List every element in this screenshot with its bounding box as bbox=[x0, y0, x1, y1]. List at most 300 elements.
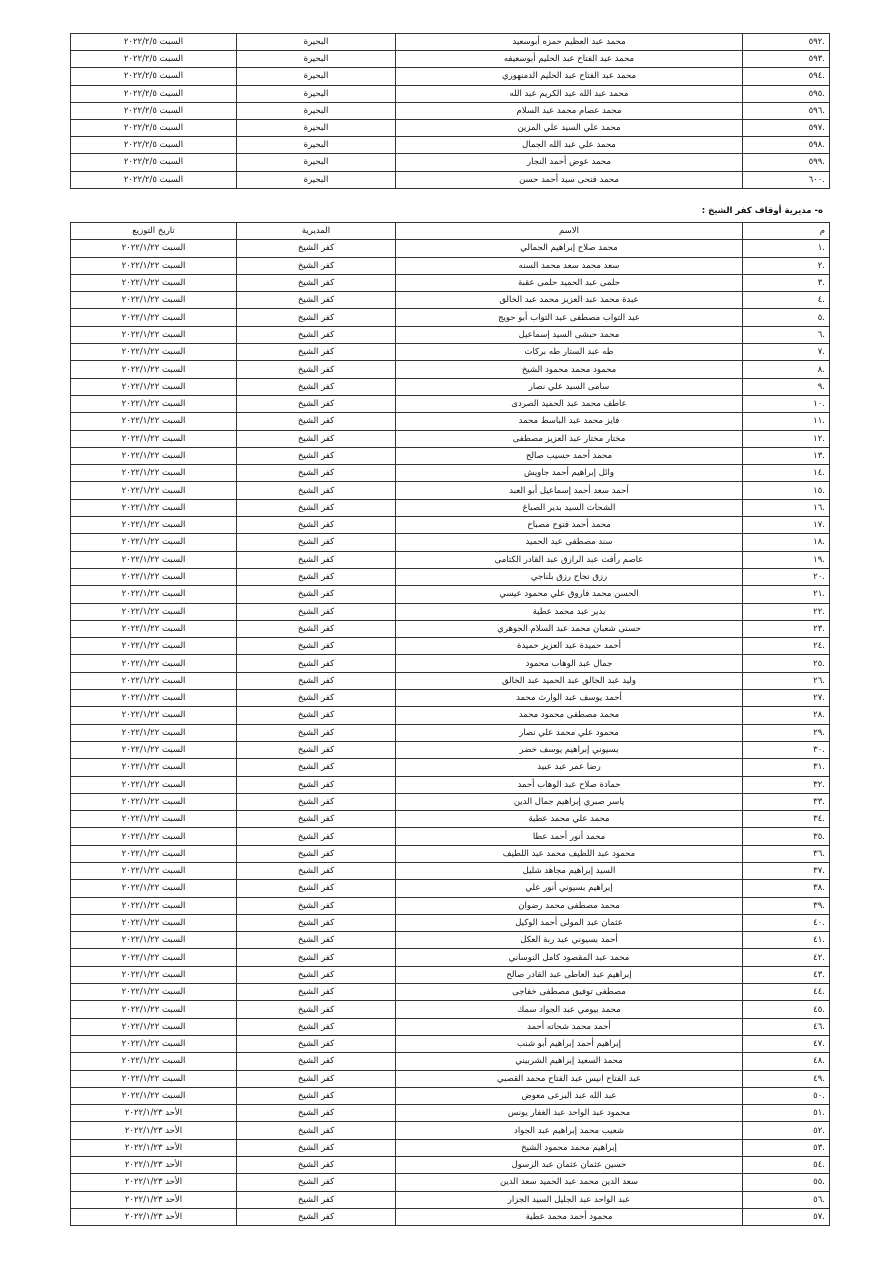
row-directorate: كفر الشيخ bbox=[237, 1087, 396, 1104]
row-number: .٣٠ bbox=[743, 741, 830, 758]
row-date: السبت ٢٠٢٢/١/٢٢ bbox=[71, 568, 237, 585]
row-number: .٢٥ bbox=[743, 655, 830, 672]
row-date: السبت ٢٠٢٢/١/٢٢ bbox=[71, 292, 237, 309]
table-row bbox=[71, 34, 830, 51]
row-name: محمد عوض أحمد النجار bbox=[396, 154, 743, 171]
table-row bbox=[71, 344, 830, 361]
row-number: .٥٩٦ bbox=[743, 102, 830, 119]
table-header-row bbox=[71, 223, 830, 240]
row-name: محمود محمد محمود الشيخ bbox=[396, 361, 743, 378]
table-row bbox=[71, 395, 830, 412]
table-row bbox=[71, 828, 830, 845]
row-date: السبت ٢٠٢٢/١/٢٢ bbox=[71, 240, 237, 257]
row-number: .٢٩ bbox=[743, 724, 830, 741]
row-name: سامى السيد علي نصار bbox=[396, 378, 743, 395]
row-date: السبت ٢٠٢٢/١/٢٢ bbox=[71, 845, 237, 862]
row-name: عبد الفتاح انيس عبد الفتاح محمد القصبي bbox=[396, 1070, 743, 1087]
row-number: .٥٩٩ bbox=[743, 154, 830, 171]
table-row bbox=[71, 949, 830, 966]
row-name: محمد عبد العظيم حمزه أبوسعيد bbox=[396, 34, 743, 51]
table-row bbox=[71, 638, 830, 655]
table-row bbox=[71, 1191, 830, 1208]
row-directorate: كفر الشيخ bbox=[237, 499, 396, 516]
row-directorate: كفر الشيخ bbox=[237, 845, 396, 862]
row-number: .٤١ bbox=[743, 932, 830, 949]
row-date: السبت ٢٠٢٢/١/٢٢ bbox=[71, 655, 237, 672]
row-directorate: كفر الشيخ bbox=[237, 811, 396, 828]
row-number: .٣٣ bbox=[743, 793, 830, 810]
header-date: تاريخ التوزيع bbox=[71, 223, 237, 240]
row-date: السبت ٢٠٢٢/٢/٥ bbox=[71, 137, 237, 154]
row-name: محمد علي السيد علي المزين bbox=[396, 119, 743, 136]
row-name: فايز محمد عبد الباسط محمد bbox=[396, 413, 743, 430]
row-date: السبت ٢٠٢٢/١/٢٢ bbox=[71, 793, 237, 810]
row-number: .٥٩٢ bbox=[743, 34, 830, 51]
row-name: بسيوني إبراهيم يوسف خضر bbox=[396, 741, 743, 758]
row-number: .١ bbox=[743, 240, 830, 257]
header-number: م bbox=[743, 223, 830, 240]
row-directorate: كفر الشيخ bbox=[237, 897, 396, 914]
table-row bbox=[71, 1157, 830, 1174]
row-number: .٣٥ bbox=[743, 828, 830, 845]
row-number: .٢١ bbox=[743, 586, 830, 603]
row-date: السبت ٢٠٢٢/١/٢٢ bbox=[71, 1018, 237, 1035]
row-date: السبت ٢٠٢٢/١/٢٢ bbox=[71, 534, 237, 551]
row-date: السبت ٢٠٢٢/١/٢٢ bbox=[71, 984, 237, 1001]
table-row bbox=[71, 1174, 830, 1191]
row-name: محمد عبد الله عبد الكريم عبد الله bbox=[396, 85, 743, 102]
table-row bbox=[71, 378, 830, 395]
row-directorate: البحيرة bbox=[237, 137, 396, 154]
table-row bbox=[71, 51, 830, 68]
row-date: السبت ٢٠٢٢/١/٢٢ bbox=[71, 707, 237, 724]
row-directorate: كفر الشيخ bbox=[237, 724, 396, 741]
table-row bbox=[71, 1122, 830, 1139]
row-number: .١٤ bbox=[743, 465, 830, 482]
header-name: الاسم bbox=[396, 223, 743, 240]
row-directorate: كفر الشيخ bbox=[237, 361, 396, 378]
row-name: وائل إبراهيم أحمد جاويش bbox=[396, 465, 743, 482]
row-date: السبت ٢٠٢٢/١/٢٢ bbox=[71, 413, 237, 430]
row-date: الأحد ٢٠٢٢/١/٢٣ bbox=[71, 1139, 237, 1156]
table-row bbox=[71, 897, 830, 914]
table-row bbox=[71, 102, 830, 119]
row-number: .٤٥ bbox=[743, 1001, 830, 1018]
row-directorate: كفر الشيخ bbox=[237, 517, 396, 534]
row-number: .٨ bbox=[743, 361, 830, 378]
row-name: محمد عبد الفتاح عبد الحليم الدمنهوري bbox=[396, 68, 743, 85]
table-row bbox=[71, 240, 830, 257]
row-number: .٥٦ bbox=[743, 1191, 830, 1208]
table-row bbox=[71, 932, 830, 949]
row-name: شعيب محمد إبراهيم عبد الجواد bbox=[396, 1122, 743, 1139]
table-row bbox=[71, 1139, 830, 1156]
row-name: عاطف محمد عبد الحميد الصردى bbox=[396, 395, 743, 412]
previous-section-table bbox=[70, 33, 830, 189]
section-title: ه- مديرية أوقاف كفر الشيخ : bbox=[701, 206, 823, 216]
row-directorate: كفر الشيخ bbox=[237, 1174, 396, 1191]
row-name: إبراهيم أحمد إبراهيم أبو شنب bbox=[396, 1035, 743, 1052]
table-row bbox=[71, 1053, 830, 1070]
row-name: محمد علي عبد الله الجمال bbox=[396, 137, 743, 154]
row-date: السبت ٢٠٢٢/١/٢٢ bbox=[71, 309, 237, 326]
row-directorate: كفر الشيخ bbox=[237, 1139, 396, 1156]
row-number: .٥٩٨ bbox=[743, 137, 830, 154]
row-name: محمد عبد المقصود كامل النوساني bbox=[396, 949, 743, 966]
row-directorate: كفر الشيخ bbox=[237, 465, 396, 482]
row-date: السبت ٢٠٢٢/١/٢٢ bbox=[71, 966, 237, 983]
row-name: حلمى عبد الحميد حلمى عقبة bbox=[396, 274, 743, 291]
row-number: .١٠ bbox=[743, 395, 830, 412]
row-name: الشحات السيد بدير الصباغ bbox=[396, 499, 743, 516]
row-name: أحمد محمد شحاته أحمد bbox=[396, 1018, 743, 1035]
row-number: .٩ bbox=[743, 378, 830, 395]
row-number: .٥ bbox=[743, 309, 830, 326]
row-number: .٣٨ bbox=[743, 880, 830, 897]
row-directorate: كفر الشيخ bbox=[237, 655, 396, 672]
row-name: محمد عبد الفتاح عبد الحليم أبوسعيفه bbox=[396, 51, 743, 68]
row-name: سعد الدين محمد عبد الحميد سعد الدين bbox=[396, 1174, 743, 1191]
row-name: محمد عصام محمد عبد السلام bbox=[396, 102, 743, 119]
row-date: السبت ٢٠٢٢/١/٢٢ bbox=[71, 1070, 237, 1087]
row-directorate: البحيرة bbox=[237, 51, 396, 68]
row-number: .٣٦ bbox=[743, 845, 830, 862]
row-directorate: كفر الشيخ bbox=[237, 932, 396, 949]
row-directorate: كفر الشيخ bbox=[237, 862, 396, 879]
row-date: السبت ٢٠٢٢/١/٢٢ bbox=[71, 274, 237, 291]
table-row bbox=[71, 880, 830, 897]
table-row bbox=[71, 85, 830, 102]
row-directorate: كفر الشيخ bbox=[237, 447, 396, 464]
row-number: .١٢ bbox=[743, 430, 830, 447]
row-directorate: كفر الشيخ bbox=[237, 793, 396, 810]
row-name: عبدة محمد عبد العزيز محمد عبد الخالق bbox=[396, 292, 743, 309]
row-number: .١٦ bbox=[743, 499, 830, 516]
row-number: .٤٩ bbox=[743, 1070, 830, 1087]
table-row bbox=[71, 690, 830, 707]
row-date: السبت ٢٠٢٢/٢/٥ bbox=[71, 51, 237, 68]
row-date: الأحد ٢٠٢٢/١/٢٣ bbox=[71, 1191, 237, 1208]
row-directorate: كفر الشيخ bbox=[237, 1122, 396, 1139]
row-directorate: البحيرة bbox=[237, 171, 396, 188]
kafr-elsheikh-table bbox=[70, 222, 830, 1226]
row-name: محمود عبد اللطيف محمد عبد اللطيف bbox=[396, 845, 743, 862]
row-name: بدير عبد محمد عطية bbox=[396, 603, 743, 620]
row-date: السبت ٢٠٢٢/١/٢٢ bbox=[71, 932, 237, 949]
row-date: السبت ٢٠٢٢/١/٢٢ bbox=[71, 1053, 237, 1070]
row-name: جمال عبد الوهاب محمود bbox=[396, 655, 743, 672]
row-date: السبت ٢٠٢٢/١/٢٢ bbox=[71, 776, 237, 793]
row-directorate: كفر الشيخ bbox=[237, 534, 396, 551]
row-date: السبت ٢٠٢٢/١/٢٢ bbox=[71, 897, 237, 914]
row-name: حسين عثمان عثمان عبد الرسول bbox=[396, 1157, 743, 1174]
row-number: .٥٩٤ bbox=[743, 68, 830, 85]
row-date: السبت ٢٠٢٢/١/٢٢ bbox=[71, 759, 237, 776]
row-directorate: كفر الشيخ bbox=[237, 690, 396, 707]
table-row bbox=[71, 482, 830, 499]
row-name: محمود علي محمد علي نصار bbox=[396, 724, 743, 741]
table-row bbox=[71, 620, 830, 637]
row-date: السبت ٢٠٢٢/١/٢٢ bbox=[71, 811, 237, 828]
row-date: السبت ٢٠٢٢/١/٢٢ bbox=[71, 603, 237, 620]
row-date: السبت ٢٠٢٢/١/٢٢ bbox=[71, 1001, 237, 1018]
row-number: .١٧ bbox=[743, 517, 830, 534]
row-directorate: البحيرة bbox=[237, 154, 396, 171]
row-date: السبت ٢٠٢٢/٢/٥ bbox=[71, 68, 237, 85]
row-name: حسنى شعبان محمد عبد السلام الجوهري bbox=[396, 620, 743, 637]
row-directorate: كفر الشيخ bbox=[237, 776, 396, 793]
row-name: محمود عبد الواحد عبد الغفار يونس bbox=[396, 1105, 743, 1122]
row-date: السبت ٢٠٢٢/١/٢٢ bbox=[71, 344, 237, 361]
row-date: السبت ٢٠٢٢/١/٢٢ bbox=[71, 1087, 237, 1104]
table-row bbox=[71, 68, 830, 85]
row-name: محمد حبشى السيد إسماعيل bbox=[396, 326, 743, 343]
table-row bbox=[71, 326, 830, 343]
row-directorate: كفر الشيخ bbox=[237, 257, 396, 274]
row-date: السبت ٢٠٢٢/١/٢٢ bbox=[71, 430, 237, 447]
row-date: الأحد ٢٠٢٢/١/٢٣ bbox=[71, 1105, 237, 1122]
header-directorate: المديرية bbox=[237, 223, 396, 240]
row-number: .٦ bbox=[743, 326, 830, 343]
row-directorate: كفر الشيخ bbox=[237, 620, 396, 637]
row-directorate: كفر الشيخ bbox=[237, 586, 396, 603]
row-name: رضا عمر عبد عبيد bbox=[396, 759, 743, 776]
row-directorate: البحيرة bbox=[237, 85, 396, 102]
table-row bbox=[71, 499, 830, 516]
row-date: السبت ٢٠٢٢/١/٢٢ bbox=[71, 378, 237, 395]
row-directorate: كفر الشيخ bbox=[237, 430, 396, 447]
table-row bbox=[71, 741, 830, 758]
row-directorate: البحيرة bbox=[237, 119, 396, 136]
row-directorate: كفر الشيخ bbox=[237, 395, 396, 412]
row-directorate: كفر الشيخ bbox=[237, 292, 396, 309]
row-date: السبت ٢٠٢٢/٢/٥ bbox=[71, 154, 237, 171]
table-row bbox=[71, 274, 830, 291]
table-row bbox=[71, 966, 830, 983]
row-date: السبت ٢٠٢٢/١/٢٢ bbox=[71, 638, 237, 655]
row-number: .٤٢ bbox=[743, 949, 830, 966]
row-directorate: كفر الشيخ bbox=[237, 603, 396, 620]
row-date: السبت ٢٠٢٢/١/٢٢ bbox=[71, 620, 237, 637]
row-number: .٣١ bbox=[743, 759, 830, 776]
row-directorate: كفر الشيخ bbox=[237, 672, 396, 689]
row-date: السبت ٢٠٢٢/١/٢٢ bbox=[71, 499, 237, 516]
row-name: سعد محمد سعد محمد السنه bbox=[396, 257, 743, 274]
table-row bbox=[71, 862, 830, 879]
table-row bbox=[71, 1001, 830, 1018]
row-directorate: كفر الشيخ bbox=[237, 759, 396, 776]
row-date: السبت ٢٠٢٢/١/٢٢ bbox=[71, 517, 237, 534]
row-name: أحمد بسيوني عبد ربة العكل bbox=[396, 932, 743, 949]
row-number: .٤٣ bbox=[743, 966, 830, 983]
row-directorate: البحيرة bbox=[237, 34, 396, 51]
row-number: .٥٢ bbox=[743, 1122, 830, 1139]
row-number: .٥٥ bbox=[743, 1174, 830, 1191]
row-directorate: البحيرة bbox=[237, 68, 396, 85]
table-row bbox=[71, 984, 830, 1001]
row-date: السبت ٢٠٢٢/١/٢٢ bbox=[71, 361, 237, 378]
row-date: السبت ٢٠٢٢/٢/٥ bbox=[71, 34, 237, 51]
row-name: إبراهيم محمد محمود الشيخ bbox=[396, 1139, 743, 1156]
table-row bbox=[71, 137, 830, 154]
table-row bbox=[71, 1018, 830, 1035]
table-row bbox=[71, 1070, 830, 1087]
row-name: وليد عبد الخالق عبد الحميد عبد الخالق bbox=[396, 672, 743, 689]
row-name: مختار مختار عبد العزيز مصطفى bbox=[396, 430, 743, 447]
table-row bbox=[71, 551, 830, 568]
row-date: السبت ٢٠٢٢/١/٢٢ bbox=[71, 672, 237, 689]
table-row bbox=[71, 845, 830, 862]
table-row bbox=[71, 724, 830, 741]
row-number: .٢٦ bbox=[743, 672, 830, 689]
table-row bbox=[71, 759, 830, 776]
table-row bbox=[71, 1208, 830, 1225]
row-directorate: كفر الشيخ bbox=[237, 344, 396, 361]
row-number: .٣٩ bbox=[743, 897, 830, 914]
row-name: محمد صلاح إبراهيم الجمالي bbox=[396, 240, 743, 257]
table-row bbox=[71, 1105, 830, 1122]
row-number: .١٨ bbox=[743, 534, 830, 551]
row-number: .٢٧ bbox=[743, 690, 830, 707]
row-directorate: كفر الشيخ bbox=[237, 880, 396, 897]
row-directorate: البحيرة bbox=[237, 102, 396, 119]
table-row bbox=[71, 534, 830, 551]
row-date: السبت ٢٠٢٢/١/٢٢ bbox=[71, 880, 237, 897]
row-name: أحمد حميدة عبد العزيز حميدة bbox=[396, 638, 743, 655]
table-row bbox=[71, 914, 830, 931]
row-name: أحمد يوسف عبد الوارث محمد bbox=[396, 690, 743, 707]
row-number: .٦٠٠ bbox=[743, 171, 830, 188]
row-number: .٢٨ bbox=[743, 707, 830, 724]
row-name: مصطفى توفيق مصطفى خفاجى bbox=[396, 984, 743, 1001]
row-date: السبت ٢٠٢٢/١/٢٢ bbox=[71, 482, 237, 499]
row-number: .٢ bbox=[743, 257, 830, 274]
row-name: محمد أحمد فتوح مصباح bbox=[396, 517, 743, 534]
row-number: .٢٠ bbox=[743, 568, 830, 585]
row-directorate: كفر الشيخ bbox=[237, 309, 396, 326]
row-directorate: كفر الشيخ bbox=[237, 949, 396, 966]
row-name: ياسر صبري إبراهيم جمال الدين bbox=[396, 793, 743, 810]
row-name: الحسن محمد فاروق علي محمود عيسي bbox=[396, 586, 743, 603]
table-row bbox=[71, 793, 830, 810]
row-name: سند مصطفى عبد الحميد bbox=[396, 534, 743, 551]
row-name: عاصم رأفت عبد الرازق عبد القادر الكتامى bbox=[396, 551, 743, 568]
row-number: .٥٩٧ bbox=[743, 119, 830, 136]
row-directorate: كفر الشيخ bbox=[237, 828, 396, 845]
row-date: السبت ٢٠٢٢/١/٢٢ bbox=[71, 1035, 237, 1052]
row-name: رزق نجاح رزق بلناجي bbox=[396, 568, 743, 585]
row-directorate: كفر الشيخ bbox=[237, 378, 396, 395]
row-number: .٢٣ bbox=[743, 620, 830, 637]
table-row bbox=[71, 361, 830, 378]
row-name: محمد مصطفى محمد رضوان bbox=[396, 897, 743, 914]
row-date: السبت ٢٠٢٢/١/٢٢ bbox=[71, 447, 237, 464]
table-row bbox=[71, 517, 830, 534]
table-row bbox=[71, 707, 830, 724]
row-date: الأحد ٢٠٢٢/١/٢٣ bbox=[71, 1157, 237, 1174]
row-date: السبت ٢٠٢٢/١/٢٢ bbox=[71, 914, 237, 931]
row-number: .٥٤ bbox=[743, 1157, 830, 1174]
row-name: حمادة صلاح عبد الوهاب أحمد bbox=[396, 776, 743, 793]
row-number: .٧ bbox=[743, 344, 830, 361]
row-name: محمد أنور أحمد عطا bbox=[396, 828, 743, 845]
row-date: السبت ٢٠٢٢/١/٢٢ bbox=[71, 741, 237, 758]
row-name: محمد أحمد حسيب صالح bbox=[396, 447, 743, 464]
table-row bbox=[71, 465, 830, 482]
row-directorate: كفر الشيخ bbox=[237, 274, 396, 291]
row-name: أحمد سعد أحمد إسماعيل أبو العبد bbox=[396, 482, 743, 499]
row-number: .٣٢ bbox=[743, 776, 830, 793]
row-name: محمود أحمد محمد عطية bbox=[396, 1208, 743, 1225]
row-number: .٥٧ bbox=[743, 1208, 830, 1225]
row-date: السبت ٢٠٢٢/٢/٥ bbox=[71, 102, 237, 119]
row-number: .٤٦ bbox=[743, 1018, 830, 1035]
row-number: .٢٤ bbox=[743, 638, 830, 655]
table-row bbox=[71, 776, 830, 793]
row-date: السبت ٢٠٢٢/١/٢٢ bbox=[71, 949, 237, 966]
table-row bbox=[71, 447, 830, 464]
table-row bbox=[71, 309, 830, 326]
row-directorate: كفر الشيخ bbox=[237, 482, 396, 499]
row-date: الأحد ٢٠٢٢/١/٢٣ bbox=[71, 1208, 237, 1225]
row-date: السبت ٢٠٢٢/٢/٥ bbox=[71, 85, 237, 102]
row-name: محمد فتحى سيد أحمد حسن bbox=[396, 171, 743, 188]
row-name: طه عبد الستار طه بركات bbox=[396, 344, 743, 361]
row-date: السبت ٢٠٢٢/١/٢٢ bbox=[71, 690, 237, 707]
row-date: السبت ٢٠٢٢/١/٢٢ bbox=[71, 551, 237, 568]
row-directorate: كفر الشيخ bbox=[237, 413, 396, 430]
table-row bbox=[71, 1087, 830, 1104]
row-number: .٣ bbox=[743, 274, 830, 291]
table-row bbox=[71, 154, 830, 171]
row-date: السبت ٢٠٢٢/١/٢٢ bbox=[71, 326, 237, 343]
table-row bbox=[71, 603, 830, 620]
table-row bbox=[71, 811, 830, 828]
row-directorate: كفر الشيخ bbox=[237, 741, 396, 758]
row-date: السبت ٢٠٢٢/١/٢٢ bbox=[71, 257, 237, 274]
row-directorate: كفر الشيخ bbox=[237, 966, 396, 983]
row-directorate: كفر الشيخ bbox=[237, 707, 396, 724]
table-row bbox=[71, 119, 830, 136]
row-directorate: كفر الشيخ bbox=[237, 1018, 396, 1035]
row-directorate: كفر الشيخ bbox=[237, 240, 396, 257]
table-row bbox=[71, 568, 830, 585]
row-number: .٥٣ bbox=[743, 1139, 830, 1156]
row-directorate: كفر الشيخ bbox=[237, 1070, 396, 1087]
row-name: إبراهيم عبد العاطى عبد القادر صالح bbox=[396, 966, 743, 983]
row-number: .٣٤ bbox=[743, 811, 830, 828]
table-row bbox=[71, 655, 830, 672]
row-directorate: كفر الشيخ bbox=[237, 914, 396, 931]
row-date: الأحد ٢٠٢٢/١/٢٣ bbox=[71, 1122, 237, 1139]
row-name: محمد مصطفى محمود محمد bbox=[396, 707, 743, 724]
row-number: .٥٠ bbox=[743, 1087, 830, 1104]
row-number: .١٩ bbox=[743, 551, 830, 568]
table-row bbox=[71, 413, 830, 430]
row-number: .٥١ bbox=[743, 1105, 830, 1122]
row-number: .٥٩٥ bbox=[743, 85, 830, 102]
row-directorate: كفر الشيخ bbox=[237, 1105, 396, 1122]
row-date: السبت ٢٠٢٢/١/٢٢ bbox=[71, 586, 237, 603]
row-date: السبت ٢٠٢٢/١/٢٢ bbox=[71, 862, 237, 879]
row-date: السبت ٢٠٢٢/٢/٥ bbox=[71, 171, 237, 188]
row-name: محمد السعيد إبراهيم الشربيني bbox=[396, 1053, 743, 1070]
row-name: عبد الله عبد البرعى معوض bbox=[396, 1087, 743, 1104]
row-directorate: كفر الشيخ bbox=[237, 326, 396, 343]
row-directorate: كفر الشيخ bbox=[237, 1001, 396, 1018]
table-row bbox=[71, 257, 830, 274]
row-number: .٢٢ bbox=[743, 603, 830, 620]
